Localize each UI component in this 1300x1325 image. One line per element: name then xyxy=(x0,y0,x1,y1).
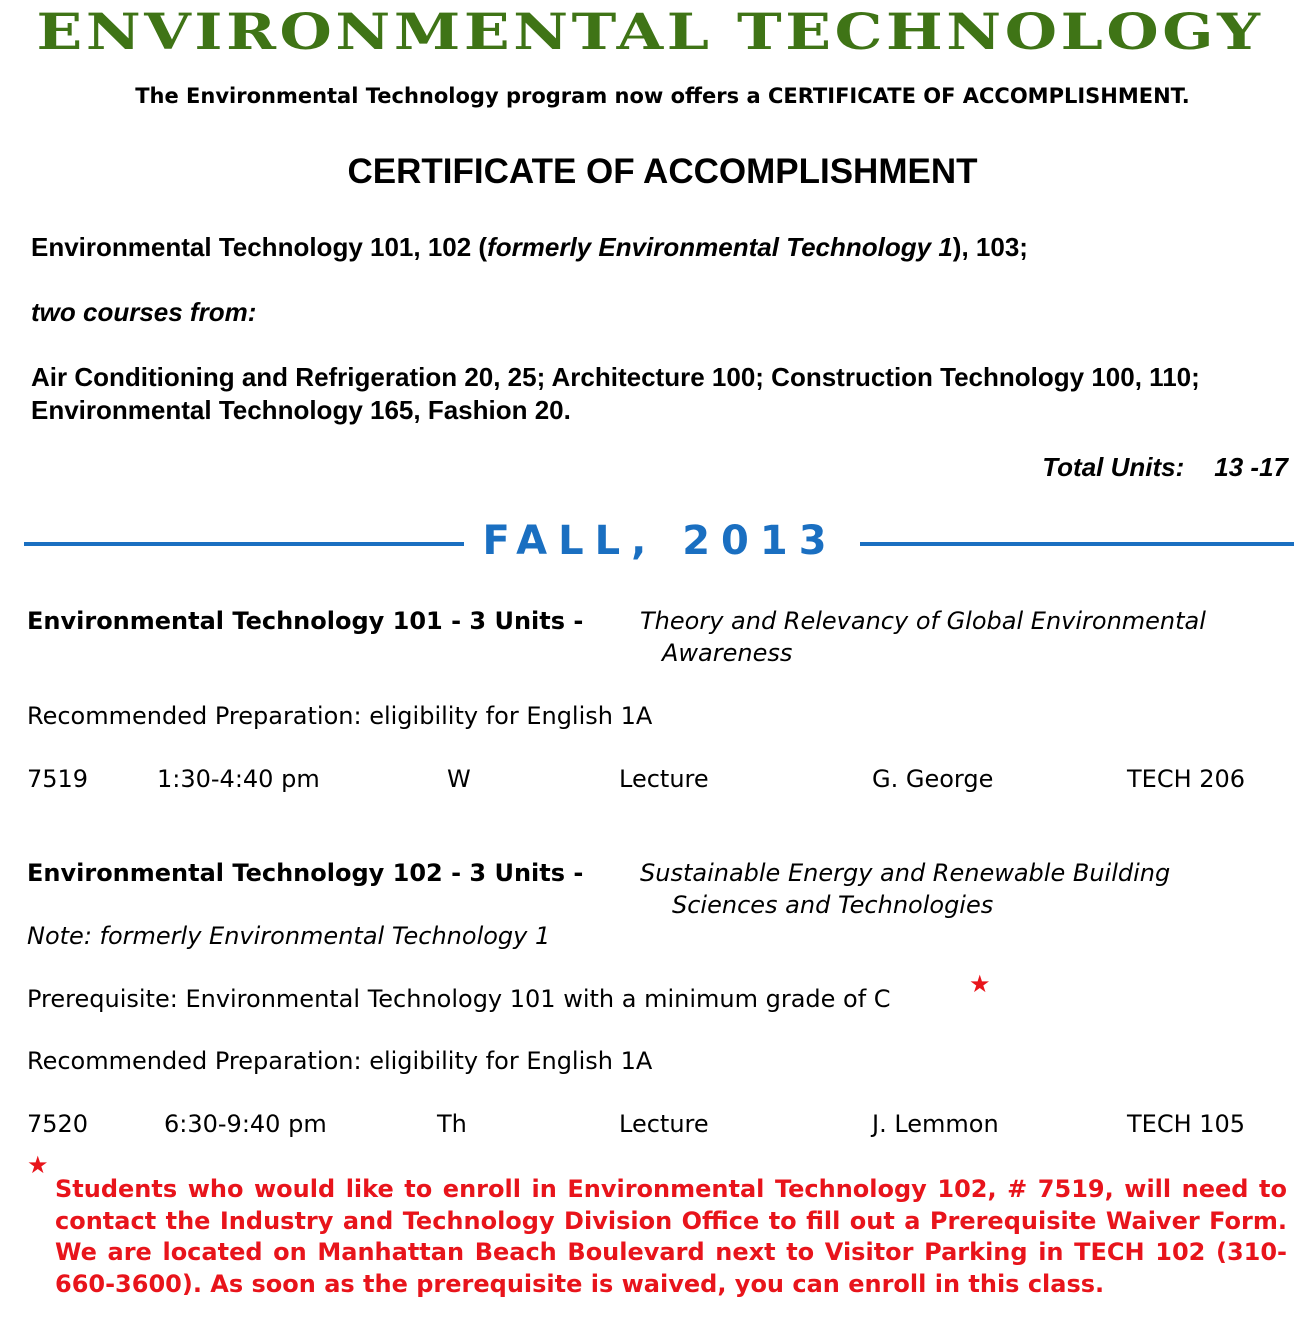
prerequisite-waiver-notice: Students who would like to enroll in Environmental Technology 102, # 7519, will need to contact the Industry and Technology Division Office to fill out a Prerequisite Waiver Form. We are located on Manhattan Beach Boulevard next to Visitor Parking in TECH 102 (310-660-3600). As soon as the prerequisite is waived, you can enroll in this class. xyxy=(55,1175,1287,1298)
section-instructor: J. Lemmon xyxy=(872,1110,999,1138)
course-102-note: Note: formerly Environmental Technology 1 xyxy=(27,922,551,950)
course-101-recommended: Recommended Preparation: eligibility for English 1A xyxy=(27,702,653,730)
season-divider-right xyxy=(860,542,1294,546)
course-101-subtitle-1: Theory and Relevancy of Global Environmental xyxy=(640,607,1206,635)
core-courses-prefix: Environmental Technology 101, 102 ( xyxy=(31,232,488,262)
program-intro: The Environmental Technology program now offers a CERTIFICATE OF ACCOMPLISHMENT. xyxy=(135,84,1190,108)
section-instructor: G. George xyxy=(872,765,994,793)
section-time: 1:30-4:40 pm xyxy=(157,765,320,793)
course-102-prerequisite: Prerequisite: Environmental Technology 101 with a minimum grade of C xyxy=(27,985,891,1013)
electives-line-1: Air Conditioning and Refrigeration 20, 25; Architecture 100; Construction Technology 100, 110; xyxy=(31,362,1200,392)
course-102-heading: Environmental Technology 102 - 3 Units - xyxy=(27,859,584,887)
season-divider-left xyxy=(24,542,464,546)
section-room: TECH 206 xyxy=(1127,765,1246,793)
section-time: 6:30-9:40 pm xyxy=(164,1110,327,1138)
core-courses xyxy=(31,232,1028,263)
section-type: Lecture xyxy=(619,765,709,793)
prerequisite-star-icon: ★ xyxy=(969,970,991,998)
course-102-subtitle-2: Sciences and Technologies xyxy=(672,891,994,919)
section-day: Th xyxy=(437,1110,467,1138)
section-room: TECH 105 xyxy=(1127,1110,1246,1138)
section-number: 7519 xyxy=(27,765,89,793)
course-101-subtitle-2: Awareness xyxy=(662,639,793,667)
certificate-heading: CERTIFICATE OF ACCOMPLISHMENT xyxy=(347,152,978,191)
electives-line-2: Environmental Technology 165, Fashion 20. xyxy=(31,395,571,425)
choice-label: two courses from: xyxy=(31,297,257,327)
total-units-value: 13 -17 xyxy=(1214,452,1288,482)
page-title: ENVIRONMENTAL TECHNOLOGY xyxy=(36,2,1264,61)
course-102-subtitle-1: Sustainable Energy and Renewable Building xyxy=(640,859,1171,887)
core-courses-former-name: formerly Environmental Technology 1 xyxy=(487,232,953,262)
total-units-label: Total Units: xyxy=(1042,452,1185,482)
section-number: 7520 xyxy=(27,1110,89,1138)
notice-star-icon: ★ xyxy=(27,1151,49,1179)
core-courses-suffix: ), 103; xyxy=(952,232,1028,262)
season-heading: FALL, 2013 xyxy=(482,518,838,564)
section-day: W xyxy=(447,765,471,793)
total-units xyxy=(1042,452,1288,483)
section-type: Lecture xyxy=(619,1110,709,1138)
course-102-recommended: Recommended Preparation: eligibility for English 1A xyxy=(27,1047,653,1075)
course-101-heading: Environmental Technology 101 - 3 Units - xyxy=(27,607,584,635)
